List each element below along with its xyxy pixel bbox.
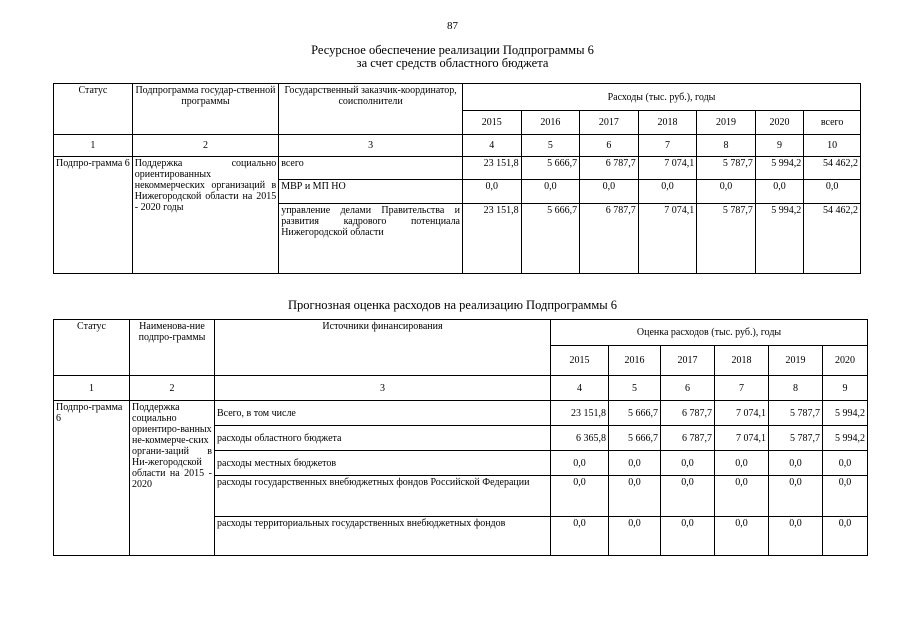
total-header: всего bbox=[804, 111, 861, 135]
column-number: 2 bbox=[132, 135, 278, 157]
value-cell: 6 365,8 bbox=[551, 426, 609, 451]
value-cell: 0,0 bbox=[769, 517, 823, 556]
year-header: 2017 bbox=[661, 346, 715, 376]
column-number: 4 bbox=[551, 376, 609, 401]
column-number: 7 bbox=[638, 135, 697, 157]
value-cell: 7 074,1 bbox=[638, 157, 697, 180]
value-cell: 6 787,7 bbox=[580, 157, 639, 180]
column-number: 5 bbox=[521, 135, 580, 157]
page-number: 87 bbox=[447, 20, 458, 32]
table-row bbox=[54, 401, 868, 426]
row-label: управление делами Правительства и развития кадрового потенциала Нижегородской области bbox=[279, 204, 463, 274]
value-cell: 5 666,7 bbox=[521, 204, 580, 274]
value-cell: 0,0 bbox=[638, 180, 697, 204]
value-cell: 5 666,7 bbox=[609, 401, 661, 426]
value-cell: 0,0 bbox=[661, 476, 715, 517]
column-number-row bbox=[54, 135, 861, 157]
row-label: расходы местных бюджетов bbox=[215, 451, 551, 476]
header-name: Наименова-ние подпро-граммы bbox=[130, 320, 215, 376]
value-cell: 6 787,7 bbox=[580, 204, 639, 274]
header-expenses: Расходы (тыс. руб.), годы bbox=[463, 84, 861, 111]
year-header: 2015 bbox=[463, 111, 522, 135]
column-number: 9 bbox=[755, 135, 803, 157]
year-header: 2018 bbox=[638, 111, 697, 135]
column-number: 5 bbox=[609, 376, 661, 401]
column-number: 6 bbox=[661, 376, 715, 401]
value-cell: 5 787,7 bbox=[769, 426, 823, 451]
value-cell: 23 151,8 bbox=[551, 401, 609, 426]
header-subprogram: Подпрограмма государ-ственной программы bbox=[132, 84, 278, 135]
value-cell: 0,0 bbox=[804, 180, 861, 204]
column-number: 8 bbox=[769, 376, 823, 401]
value-cell: 5 994,2 bbox=[755, 157, 803, 180]
year-header: 2016 bbox=[609, 346, 661, 376]
value-cell: 5 994,2 bbox=[823, 401, 868, 426]
value-cell: 0,0 bbox=[697, 180, 756, 204]
value-cell: 0,0 bbox=[715, 476, 769, 517]
column-number: 2 bbox=[130, 376, 215, 401]
year-header: 2019 bbox=[697, 111, 756, 135]
row-label: расходы территориальных государственных внебюджетных фондов bbox=[215, 517, 551, 556]
table-row bbox=[54, 157, 861, 180]
year-header: 2020 bbox=[755, 111, 803, 135]
column-number: 1 bbox=[54, 376, 130, 401]
year-header: 2019 bbox=[769, 346, 823, 376]
row-label: расходы государственных внебюджетных фондов Российской Федерации bbox=[215, 476, 551, 517]
row-label: МВР и МП НО bbox=[279, 180, 463, 204]
value-cell: 7 074,1 bbox=[715, 426, 769, 451]
value-cell: 0,0 bbox=[769, 451, 823, 476]
value-cell: 54 462,2 bbox=[804, 157, 861, 180]
column-number: 3 bbox=[279, 135, 463, 157]
year-header: 2018 bbox=[715, 346, 769, 376]
value-cell: 0,0 bbox=[823, 451, 868, 476]
status-cell: Подпро-грамма 6 bbox=[54, 401, 130, 556]
value-cell: 5 666,7 bbox=[521, 157, 580, 180]
value-cell: 0,0 bbox=[551, 451, 609, 476]
value-cell: 0,0 bbox=[823, 517, 868, 556]
value-cell: 0,0 bbox=[661, 517, 715, 556]
value-cell: 23 151,8 bbox=[463, 204, 522, 274]
value-cell: 0,0 bbox=[715, 517, 769, 556]
value-cell: 0,0 bbox=[580, 180, 639, 204]
table1-title bbox=[0, 44, 905, 70]
forecast-table bbox=[53, 319, 868, 556]
value-cell: 5 787,7 bbox=[769, 401, 823, 426]
column-number: 1 bbox=[54, 135, 133, 157]
header-status: Статус bbox=[54, 84, 133, 135]
subprogram-name: Поддержка социально ориентированных некоммерческих организаций в Нижегородской области на 2015 - 2020 годы bbox=[132, 157, 278, 274]
year-header: 2016 bbox=[521, 111, 580, 135]
subprogram-name: Поддержка социально ориентиро-ванных не-коммерче-ских органи-заций в Ни-жегородской области на 2015 - 2020 bbox=[130, 401, 215, 556]
value-cell: 0,0 bbox=[769, 476, 823, 517]
value-cell: 0,0 bbox=[609, 451, 661, 476]
value-cell: 6 787,7 bbox=[661, 426, 715, 451]
value-cell: 23 151,8 bbox=[463, 157, 522, 180]
value-cell: 0,0 bbox=[715, 451, 769, 476]
value-cell: 0,0 bbox=[551, 517, 609, 556]
year-header: 2020 bbox=[823, 346, 868, 376]
column-number: 3 bbox=[215, 376, 551, 401]
column-number: 6 bbox=[580, 135, 639, 157]
value-cell: 54 462,2 bbox=[804, 204, 861, 274]
resource-table bbox=[53, 83, 861, 274]
header-customer: Государственный заказчик-координатор, соисполнители bbox=[279, 84, 463, 135]
year-header: 2015 bbox=[551, 346, 609, 376]
table2-title: Прогнозная оценка расходов на реализацию Подпрограммы 6 bbox=[287, 298, 618, 312]
value-cell: 0,0 bbox=[463, 180, 522, 204]
value-cell: 5 787,7 bbox=[697, 204, 756, 274]
value-cell: 0,0 bbox=[551, 476, 609, 517]
value-cell: 0,0 bbox=[609, 476, 661, 517]
row-label: расходы областного бюджета bbox=[215, 426, 551, 451]
status-cell: Подпро-грамма 6 bbox=[54, 157, 133, 274]
header-sources: Источники финансирования bbox=[215, 320, 551, 376]
column-number: 10 bbox=[804, 135, 861, 157]
column-number: 4 bbox=[463, 135, 522, 157]
header-estimate: Оценка расходов (тыс. руб.), годы bbox=[551, 320, 868, 346]
value-cell: 5 787,7 bbox=[697, 157, 756, 180]
value-cell: 0,0 bbox=[823, 476, 868, 517]
table1-title-line1: Ресурсное обеспечение реализации Подпрограммы 6 bbox=[311, 43, 594, 57]
value-cell: 5 994,2 bbox=[755, 204, 803, 274]
table1-title-line2: за счет средств областного бюджета bbox=[356, 56, 549, 70]
value-cell: 7 074,1 bbox=[638, 204, 697, 274]
column-number-row bbox=[54, 376, 868, 401]
value-cell: 7 074,1 bbox=[715, 401, 769, 426]
column-number: 7 bbox=[715, 376, 769, 401]
value-cell: 5 994,2 bbox=[823, 426, 868, 451]
column-number: 8 bbox=[697, 135, 756, 157]
row-label: Всего, в том числе bbox=[215, 401, 551, 426]
value-cell: 0,0 bbox=[661, 451, 715, 476]
value-cell: 0,0 bbox=[755, 180, 803, 204]
header-status: Статус bbox=[54, 320, 130, 376]
value-cell: 6 787,7 bbox=[661, 401, 715, 426]
column-number: 9 bbox=[823, 376, 868, 401]
row-label: всего bbox=[279, 157, 463, 180]
year-header: 2017 bbox=[580, 111, 639, 135]
value-cell: 0,0 bbox=[609, 517, 661, 556]
value-cell: 0,0 bbox=[521, 180, 580, 204]
value-cell: 5 666,7 bbox=[609, 426, 661, 451]
